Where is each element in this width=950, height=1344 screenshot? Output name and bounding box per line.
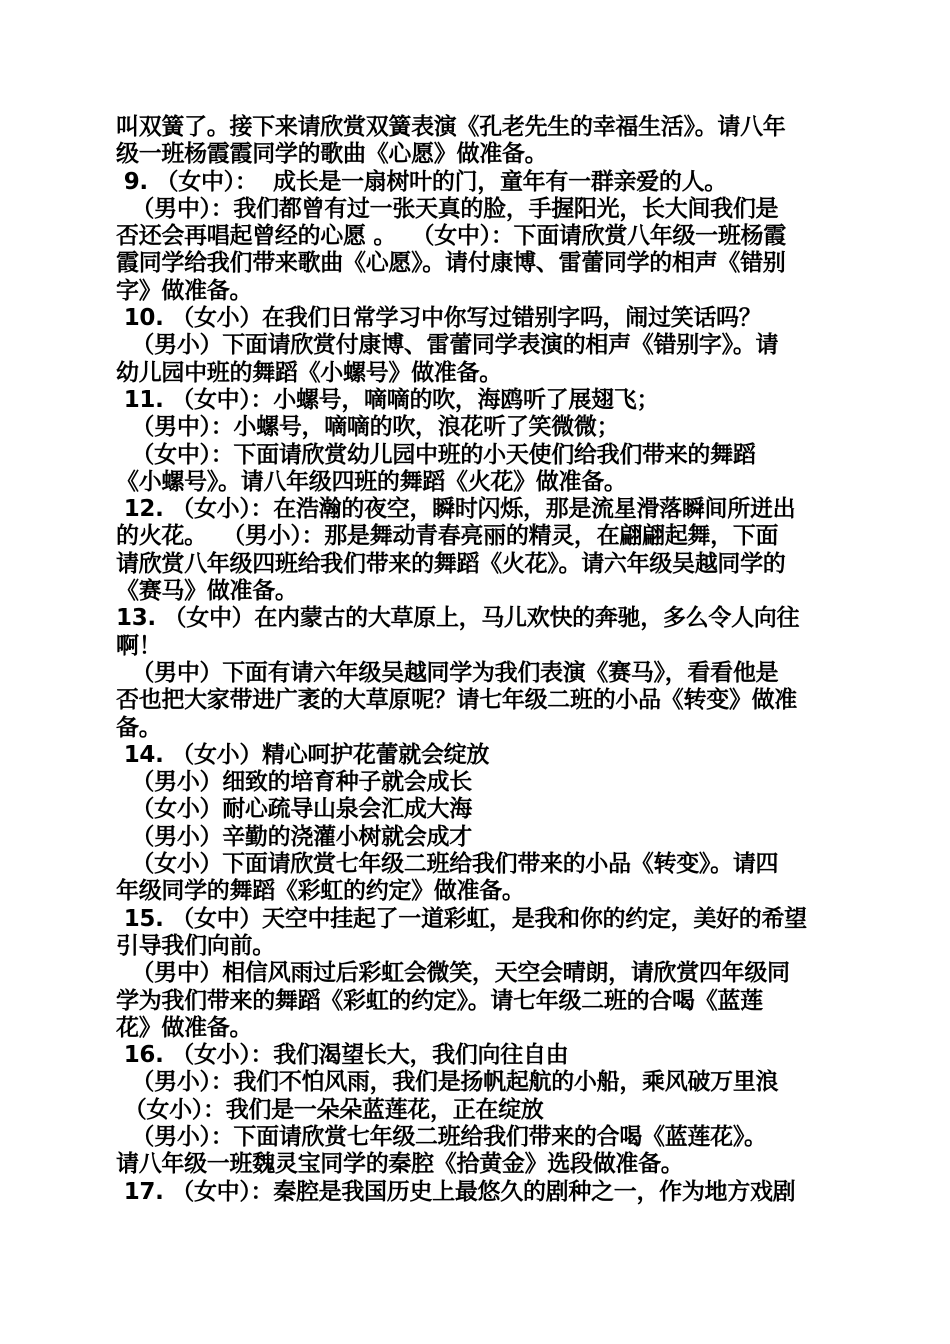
- text-line: （男小）细致的培育种子就会成长: [116, 769, 472, 796]
- text-line: 年级同学的舞蹈《彩虹的约定》做准备。: [116, 878, 525, 905]
- text-line: 学为我们带来的舞蹈《彩虹的约定》。请七年级二班的合喝《蓝莲: [116, 987, 763, 1014]
- text-line: 13. （女中）在内蒙古的大草原上，马儿欢快的奔驰，多么令人向往: [116, 605, 800, 632]
- text-line: （男小）辛勤的浇灌小树就会成才: [116, 823, 472, 850]
- text-line: 请八年级一班魏灵宝同学的秦腔《拾黄金》选段做准备。: [116, 1151, 684, 1178]
- text-line: 否还会再唱起曾经的心愿 。 （女中）：下面请欣赏八年级一班杨霞: [116, 223, 786, 250]
- text-line: 花》做准备。: [116, 1014, 253, 1041]
- text-line: 霞同学给我们带来歌曲《心愿》。请付康博、雷蕾同学的相声《错别: [116, 250, 786, 277]
- script-text-body: [116, 114, 838, 1206]
- text-line: （男小）：下面请欣赏七年级二班给我们带来的合喝《蓝莲花》。: [116, 1123, 767, 1150]
- text-line: 备。: [116, 714, 162, 741]
- text-line: （男中）下面有请六年级吴越同学为我们表演《赛马》，看看他是: [116, 659, 779, 686]
- text-line: 幼儿园中班的舞蹈《小螺号》做准备。: [116, 359, 502, 386]
- text-line: （女小）下面请欣赏七年级二班给我们带来的小品《转变》。请四: [116, 851, 779, 878]
- text-line: 请欣赏八年级四班给我们带来的舞蹈《火花》。请六年级吴越同学的: [116, 550, 786, 577]
- text-line: （男中）：小螺号，嘀嘀的吹，浪花听了笑微微；: [116, 414, 620, 441]
- text-line: 字》做准备。: [116, 277, 253, 304]
- text-line: 级一班杨霞霞同学的歌曲《心愿》做准备。: [116, 141, 548, 168]
- text-line: 《小螺号》。请八年级四班的舞蹈《火花》做准备。: [116, 468, 627, 495]
- text-line: 否也把大家带进广袤的大草原呢？请七年级二班的小品《转变》做准: [116, 687, 798, 714]
- text-line: （女中）：下面请欣赏幼儿园中班的小天使们给我们带来的舞蹈: [116, 441, 756, 468]
- text-line: 9. （女中）： 成长是一扇树叶的门，童年有一群亲爱的人。: [116, 168, 727, 195]
- text-line: 16. （女小）：我们渴望长大，我们向往自由: [116, 1042, 569, 1069]
- text-line: 引导我们向前。: [116, 932, 275, 959]
- text-line: 叫双簧了。接下来请欣赏双簧表演《孔老先生的幸福生活》。请八年: [116, 114, 786, 140]
- text-line: 12. （女小）：在浩瀚的夜空，瞬时闪烁，那是流星滑落瞬间所迸出: [116, 496, 796, 523]
- text-line: （女小）耐心疏导山泉会汇成大海: [116, 796, 472, 823]
- text-line: 10. （女小）在我们日常学习中你写过错别字吗，闹过笑话吗？: [116, 305, 762, 332]
- text-line: （男中）相信风雨过后彩虹会微笑，天空会晴朗，请欣赏四年级同: [116, 960, 790, 987]
- text-line: （男小）：我们不怕风雨，我们是扬帆起航的小船，乘风破万里浪: [116, 1069, 779, 1096]
- text-line: （男小）下面请欣赏付康博、雷蕾同学表演的相声《错别字》。请: [116, 332, 779, 359]
- text-line: （男中）：我们都曾有过一张天真的脸，手握阳光，长大间我们是: [116, 195, 779, 222]
- text-line: 《赛马》做准备。: [116, 578, 298, 605]
- text-line: 的火花。 （男小）：那是舞动青春亮丽的精灵，在翩翩起舞，下面: [116, 523, 779, 550]
- text-line: 15. （女中）天空中挂起了一道彩虹，是我和你的约定，美好的希望: [116, 905, 807, 932]
- text-line: 14. （女小）精心呵护花蕾就会绽放: [116, 741, 490, 768]
- text-line: （女小）：我们是一朵朵蓝莲花，正在绽放: [116, 1096, 544, 1123]
- text-line: 11. （女中）：小螺号，嘀嘀的吹，海鸥听了展翅飞；: [116, 386, 660, 413]
- text-line: 啊！: [116, 632, 162, 659]
- text-line: 17. （女中）：秦腔是我国历史上最悠久的剧种之一，作为地方戏剧: [116, 1178, 796, 1205]
